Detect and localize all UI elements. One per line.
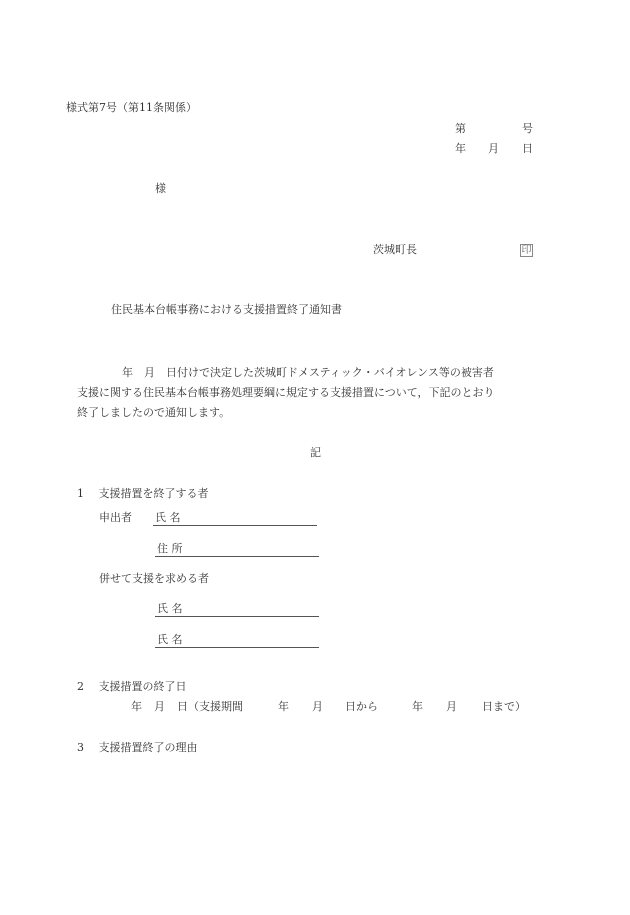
body-line-2: 支援に関する住民基本台帳事務処理要綱に規定する支援措置について，下記のとおり	[77, 386, 495, 399]
body-line-1: 年 月 日付けで決定した茨城町ドメスティック・バイオレンス等の被害者	[122, 366, 494, 379]
period-from-day: 日から	[345, 700, 378, 713]
date-day: 日	[522, 142, 533, 155]
form-label: 様式第7号（第11条関係）	[66, 101, 197, 114]
end-date-year: 年	[131, 700, 142, 713]
co-seeker-label: 併せて支援を求める者	[99, 572, 209, 585]
end-date-day: 日（支援期間	[177, 700, 243, 713]
period-from-month: 月	[312, 700, 323, 713]
date-year: 年	[455, 142, 466, 155]
co-seeker-name-field-2[interactable]	[155, 633, 319, 648]
applicant-label: 申出者	[99, 511, 132, 524]
period-to-month: 月	[446, 700, 457, 713]
document-title: 住民基本台帳事務における支援措置終了通知書	[111, 303, 342, 316]
body-line-3: 終了しましたので通知します。	[77, 406, 231, 419]
applicant-address-field[interactable]	[155, 542, 319, 557]
number-prefix: 第	[455, 122, 466, 135]
name-label: 氏 名	[157, 633, 183, 646]
number-suffix: 号	[522, 122, 533, 135]
end-date-month: 月	[154, 700, 165, 713]
name-label: 氏 名	[155, 511, 181, 524]
date-month: 月	[488, 142, 499, 155]
period-to-year: 年	[412, 700, 423, 713]
section3-heading: 3 支援措置終了の理由	[77, 741, 198, 754]
section2-heading: 2 支援措置の終了日	[77, 680, 187, 693]
addressee-suffix: 様	[155, 182, 166, 195]
ki-label: 記	[310, 446, 321, 459]
section1-heading: 1 支援措置を終了する者	[77, 487, 209, 500]
co-seeker-name-field-1[interactable]	[155, 602, 319, 617]
issuer: 茨城町長	[373, 243, 417, 256]
name-label: 氏 名	[157, 602, 183, 615]
address-label: 住 所	[157, 542, 183, 555]
applicant-name-field[interactable]	[153, 511, 317, 526]
period-from-year: 年	[278, 700, 289, 713]
seal-icon: 印	[521, 245, 532, 256]
period-to-day: 日まで）	[482, 700, 526, 713]
